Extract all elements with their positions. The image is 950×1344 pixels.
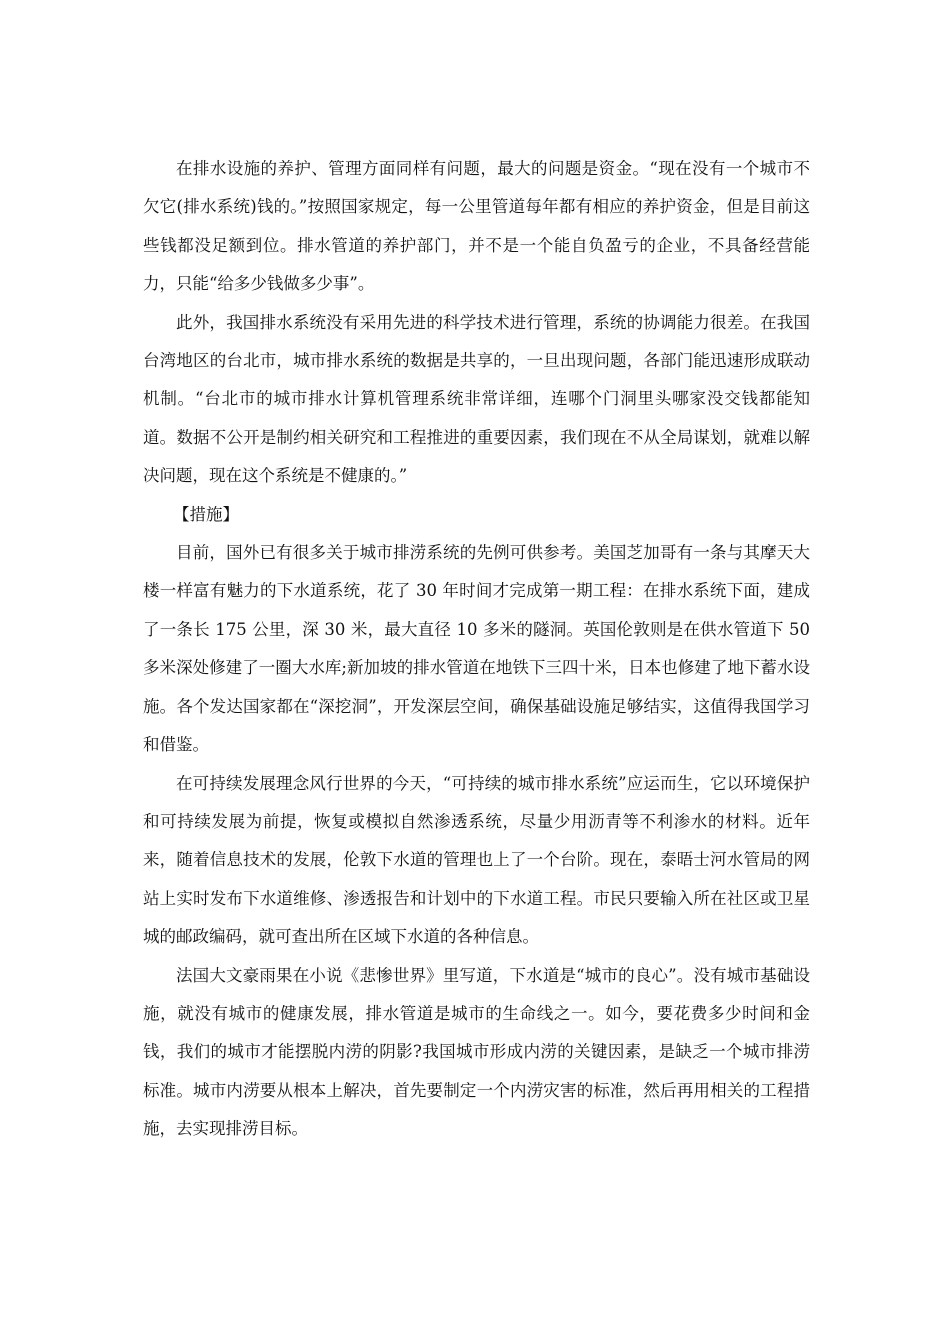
paragraph-management-technology: 此外，我国排水系统没有采用先进的科学技术进行管理，系统的协调能力很差。在我国台湾地区的台北市，城市排水系统的数据是共享的，一旦出现问题，各部门能迅速形成联动机制。“台北市的城市排水计算机管理系统非常详细，连哪个门洞里头哪家没交钱都能知道。数据不公开是制约相关研究和工程推进的重要因素，我们现在不从全局谋划，就难以解决问题，现在这个系统是不健康的。” xyxy=(143,312,810,486)
paragraph-foreign-examples: 目前，国外已有很多关于城市排涝系统的先例可供参考。美国芝加哥有一条与其摩天大楼一样富有魅力的下水道系统，花了 30 年时间才完成第一期工程：在排水系统下面，建成了一条长 175 公里，深 30 米，最大直径 10 多米的隧洞。英国伦敦则是在供水管道下 50 多米深处修建了一圈大水库;新加坡的排水管道在地铁下三四十米，日本也修建了地下蓄水设施。各个发达国家都在“深挖洞”，开发深层空间，确保基础设施足够结实，这值得我国学习和借鉴。 xyxy=(143,543,810,755)
paragraph-maintenance-funding: 在排水设施的养护、管理方面同样有问题，最大的问题是资金。“现在没有一个城市不欠它(排水系统)钱的。”按照国家规定，每一公里管道每年都有相应的养护资金，但是目前这些钱都没足额到位。排水管道的养护部门，并不是一个能自负盈亏的企业，不具备经营能力，只能“给多少钱做多少事”。 xyxy=(143,159,810,294)
paragraph-sustainable-drainage: 在可持续发展理念风行世界的今天，“可持续的城市排水系统”应运而生，它以环境保护和可持续发展为前提，恢复或模拟自然渗透系统，尽量少用沥青等不利渗水的材料。近年来，随着信息技术的发展，伦敦下水道的管理也上了一个台阶。现在，泰晤士河水管局的网站上实时发布下水道维修、渗透报告和计划中的下水道工程。市民只要输入所在社区或卫星城的邮政编码，就可查出所在区域下水道的各种信息。 xyxy=(143,773,810,947)
section-heading-measures: 【措施】 xyxy=(173,504,239,524)
document-body xyxy=(143,150,810,1149)
paragraph-drainage-standard: 法国大文豪雨果在小说《悲惨世界》里写道，下水道是“城市的良心”。没有城市基础设施，就没有城市的健康发展，排水管道是城市的生命线之一。如今，要花费多少时间和金钱，我们的城市才能摆脱内涝的阴影?我国城市形成内涝的关键因素，是缺乏一个城市排涝标准。城市内涝要从根本上解决，首先要制定一个内涝灾害的标准，然后再用相关的工程措施，去实现排涝目标。 xyxy=(143,965,810,1139)
